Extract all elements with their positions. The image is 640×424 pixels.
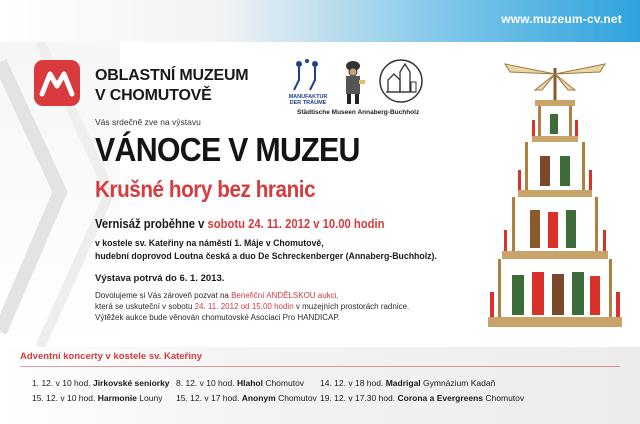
- miner-figure-icon: [338, 58, 368, 106]
- invitation-text: Vás srdečně zve na výstavu: [95, 117, 201, 127]
- concert-date: 15. 12. v 17 hod.: [176, 393, 242, 403]
- concert-item: [320, 393, 524, 403]
- auction-date: 24. 11. 2012 od 15.00 hodin: [194, 302, 294, 311]
- concert-name: Corona a Evergreens: [397, 393, 484, 403]
- concert-date: 8. 12. v 10 hod.: [176, 378, 237, 388]
- auction-line3: Výtěžek aukce bude věnován chomutovské Asociaci Pro HANDICAP.: [95, 313, 340, 322]
- auction-line2-prefix: která se uskuteční v sobotu: [95, 302, 195, 311]
- concert-place: Chomutov: [262, 378, 305, 388]
- concert-name: Hlahol: [236, 378, 263, 388]
- museum-logo-icon: [34, 60, 80, 106]
- website-link[interactable]: www.muzeum-cv.net: [501, 12, 622, 26]
- exhibition-subtitle: Krušné hory bez hranic: [95, 176, 316, 202]
- concert-item: [176, 378, 304, 388]
- music-line: hudební doprovod Loutna česká a duo De Schreckenberger (Annaberg-Buchholz).: [95, 251, 437, 262]
- opening-prefix: Vernisáž proběhne v: [95, 217, 208, 231]
- auction-line1-prefix: Dovolujeme si Vás zároveň pozvat na: [95, 291, 232, 300]
- concert-name: Jirkovské seniorky: [92, 378, 170, 388]
- concert-item: [32, 393, 162, 403]
- museum-name: [95, 66, 248, 106]
- opening-date: sobotu 24. 11. 2012 v 10.00 hodin: [207, 217, 385, 231]
- concerts-title: Adventní koncerty v kostele sv. Kateřiny: [20, 351, 202, 362]
- museum-name-line1: OBLASTNÍ MUZEUM: [95, 67, 249, 84]
- exhibition-title: VÁNOCE V MUZEU: [95, 131, 360, 168]
- christmas-pyramid-icon: [480, 60, 630, 335]
- concert-place: Louny: [136, 393, 163, 403]
- auction-line1: [95, 290, 409, 301]
- concert-date: 19. 12. v 17.30 hod.: [320, 393, 398, 403]
- concert-item: [320, 378, 495, 388]
- concert-date: 14. 12. v 18 hod.: [320, 378, 386, 388]
- duration-text: Výstava potrvá do 6. 1. 2013.: [95, 273, 225, 284]
- concerts-divider: [20, 366, 620, 367]
- concert-item: [176, 393, 317, 403]
- place-info: [95, 237, 437, 263]
- concert-date: 15. 12. v 10 hod.: [32, 393, 98, 403]
- concert-name: Anonym: [241, 393, 276, 403]
- place-line: v kostele sv. Kateřiny na náměstí 1. Máje v Chomutově,: [95, 238, 324, 249]
- auction-name: Benefiční ANDĚLSKOU aukci,: [231, 291, 339, 300]
- top-banner: [0, 0, 640, 42]
- auction-info: [95, 290, 409, 323]
- annaberg-town-icon: [378, 58, 424, 104]
- concert-place: Chomutov: [483, 393, 525, 403]
- concert-place: Gymnázium Kadaň: [420, 378, 496, 388]
- manufaktur-text: MANUFAKTUR DER TRÄUME: [288, 94, 328, 106]
- opening-info: [95, 217, 385, 231]
- auction-line2-suffix: v muzejních prostorách radnice.: [293, 302, 410, 311]
- museum-name-line2: V CHOMUTOVĚ: [95, 87, 212, 104]
- auction-line2: [95, 301, 409, 312]
- partner-caption: Städtische Museen Annaberg-Buchholz: [297, 109, 420, 116]
- concert-place: Chomutov: [275, 393, 317, 403]
- concert-name: Harmonie: [97, 393, 137, 403]
- concert-date: 1. 12. v 10 hod.: [32, 378, 93, 388]
- concert-item: [32, 378, 170, 388]
- concert-name: Madrigal: [385, 378, 421, 388]
